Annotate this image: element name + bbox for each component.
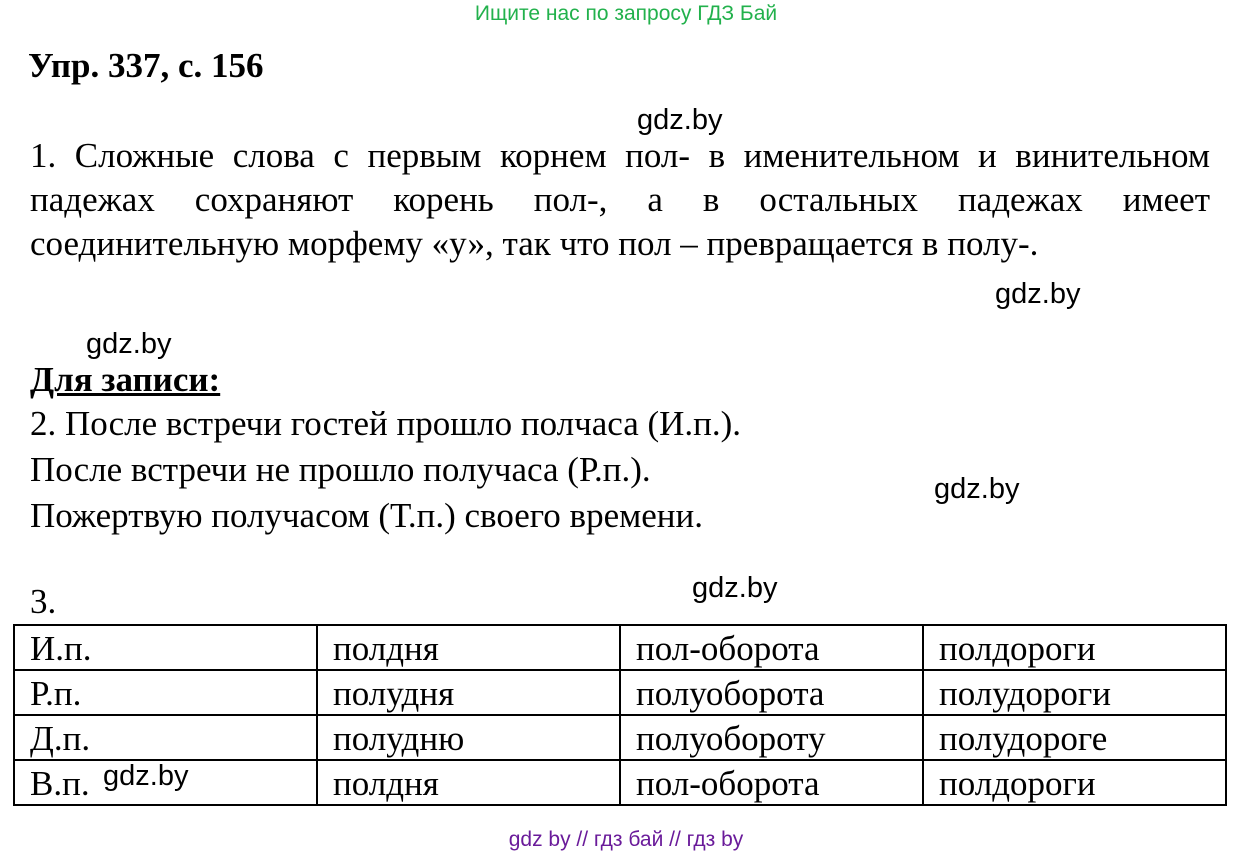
watermark: gdz.by xyxy=(637,104,723,136)
table-cell: полудороги xyxy=(923,670,1226,715)
table-cell: полдороги xyxy=(923,625,1226,670)
watermark: gdz.by xyxy=(103,760,189,792)
table-row xyxy=(14,670,1226,715)
table-cell: полуоборота xyxy=(620,670,923,715)
case-forms-table xyxy=(13,624,1227,806)
table-cell: полудня xyxy=(317,670,620,715)
top-banner: Ищите нас по запросу ГДЗ Бай xyxy=(474,2,778,25)
case-cell: Д.п. xyxy=(14,715,317,760)
case-cell: Р.п. xyxy=(14,670,317,715)
table-cell: пол-оборота xyxy=(620,625,923,670)
case-cell: И.п. xyxy=(14,625,317,670)
watermark: gdz.by xyxy=(86,328,172,360)
watermark: gdz.by xyxy=(995,278,1081,310)
footer-links: gdz by // гдз бай // гдз by xyxy=(508,828,744,851)
table-row xyxy=(14,715,1226,760)
table-cell: полдня xyxy=(317,760,620,805)
rule-paragraph: 1. Сложные слова с первым корнем пол- в именительном и винительном падежах сохраняют корень пол-, а в остальных падежах имеет соединительную морфему «у», так что пол – превращается в полу-. xyxy=(30,136,1210,263)
task-number: 3. xyxy=(30,582,57,621)
table-row xyxy=(14,760,1226,805)
table-cell: полудню xyxy=(317,715,620,760)
table-cell: полдороги xyxy=(923,760,1226,805)
table-cell: пол-оборота xyxy=(620,760,923,805)
exercise-title: Упр. 337, с. 156 xyxy=(28,46,264,85)
case-cell: В.п. xyxy=(14,760,317,805)
table-cell: полуобороту xyxy=(620,715,923,760)
example-line: Пожертвую получасом (Т.п.) своего времени. xyxy=(30,496,703,535)
example-line: 2. После встречи гостей прошло полчаса (И.п.). xyxy=(30,404,742,443)
watermark: gdz.by xyxy=(692,572,778,604)
table-row xyxy=(14,625,1226,670)
example-line: После встречи не прошло получаса (Р.п.). xyxy=(30,450,651,489)
watermark: gdz.by xyxy=(934,473,1020,505)
record-heading: Для записи: xyxy=(30,360,221,399)
table-cell: полдня xyxy=(317,625,620,670)
table-cell: полудороге xyxy=(923,715,1226,760)
